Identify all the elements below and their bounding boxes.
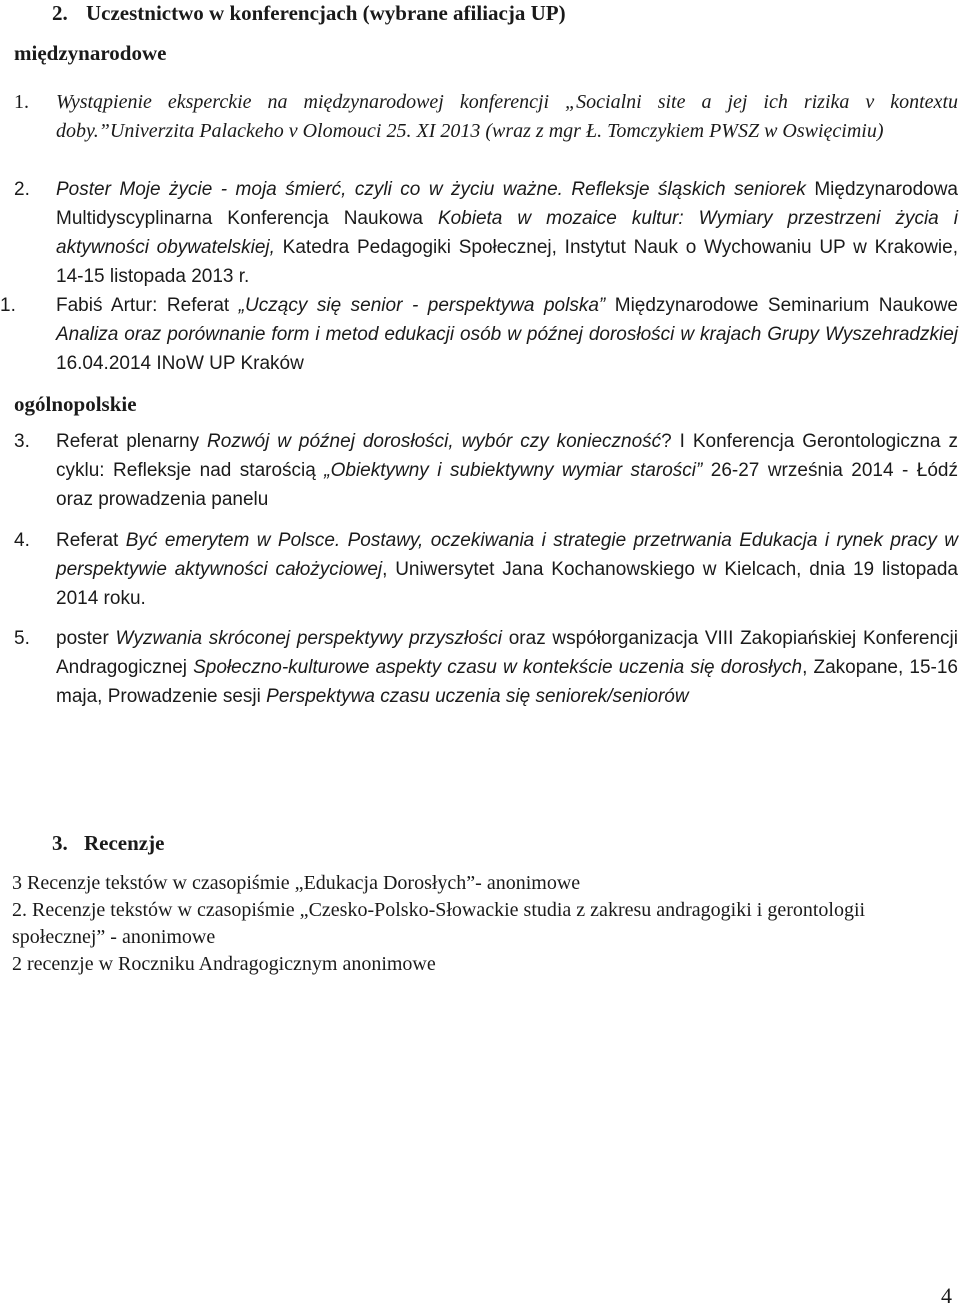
- paper-title: Być emerytem w Polsce. Postawy, oczekiwania i strategie przetrwania Edukacja i rynek pracy w perspektywie aktywności całożyciowej: [56, 530, 958, 580]
- conference-subtitle: Kobieta w mozaice kultur: Wymiary przestrzeni życia i aktywności obywatelskiej,: [56, 208, 958, 258]
- section-title: Recenzje: [84, 831, 165, 855]
- conference-name: Międzynarodowa Multidyscyplinarna Konferencja Naukowa: [56, 179, 958, 229]
- subheading-national: ogólnopolskie: [14, 392, 137, 416]
- review-line: 2. Recenzje tekstów w czasopiśmie „Czesko-Polsko-Słowackie studia z zakresu andragogiki i gerontologii społecznej” - anonimowe: [12, 899, 866, 948]
- text-plain: 16.04.2014 INoW UP Kraków: [56, 353, 304, 374]
- text-plain: 26-27 września 2014 - Łódź oraz prowadzenia panelu: [56, 460, 958, 510]
- text-plain: ? I Konferencja Gerontologiczna z cyklu: Refleksje nad starością: [56, 431, 958, 481]
- text-plain: oraz współorganizacja VIII Zakopiańskiej Konferencji Andragogicznej: [56, 628, 958, 678]
- text-plain: Fabiś Artur: Referat: [56, 295, 239, 316]
- section-title: Uczestnictwo w konferencjach (wybrane afiliacja UP): [86, 1, 566, 25]
- poster-title: Wyzwania skróconej perspektywy przyszłości: [115, 628, 503, 649]
- text-plain: Międzynarodowe Seminarium Naukowe: [605, 295, 958, 316]
- review-line: 3 Recenzje tekstów w czasopiśmie „Edukacja Dorosłych”- anonimowe: [12, 872, 581, 894]
- list-item-number: 2.: [14, 179, 30, 200]
- poster-title: Poster Moje życie - moja śmierć, czyli co w życiu ważne. Refleksje śląskich seniorek: [56, 179, 806, 200]
- list-item-number: 5.: [14, 628, 30, 649]
- text-plain: Referat: [56, 530, 126, 551]
- list-item-number: 1.: [14, 91, 29, 113]
- list-item: [0, 291, 958, 378]
- review-line: 2 recenzje w Roczniku Andragogicznym anonimowe: [12, 953, 436, 975]
- list-item: [14, 526, 958, 613]
- text-plain: , Zakopane, 15-16 maja, Prowadzenie sesji: [56, 657, 958, 707]
- paper-title: Rozwój w późnej dorosłości, wybór czy konieczność: [207, 431, 662, 452]
- list-item: [14, 175, 958, 291]
- text-plain: , Uniwersytet Jana Kochanowskiego w Kielcach, dnia 19 listopada 2014 roku.: [56, 559, 958, 609]
- list-item: [14, 624, 958, 711]
- page-number: 4: [941, 1283, 952, 1308]
- text-plain: poster: [56, 628, 116, 649]
- section-number: 3.: [52, 831, 68, 855]
- paper-title: „Uczący się senior - perspektywa polska”: [238, 295, 606, 316]
- seminar-title: Analiza oraz porównanie form i metod edukacji osób w późnej dorosłości w krajach Grupy Wyszehradzkiej: [56, 324, 958, 345]
- section-heading: [52, 830, 164, 856]
- session-title: Perspektywa czasu uczenia się seniorek/seniorów: [266, 686, 689, 707]
- conference-subtitle: Społeczno-kulturowe aspekty czasu w kontekście uczenia się dorosłych: [193, 657, 803, 678]
- list-item: [14, 427, 958, 514]
- text-plain: Referat plenarny: [56, 431, 208, 452]
- conference-details: Katedra Pedagogiki Społecznej, Instytut Nauk o Wychowaniu UP w Krakowie, 14-15 listopada 2013 r.: [56, 237, 958, 287]
- list-item: [14, 88, 958, 146]
- conference-subtitle: „Obiektywny i subiektywny wymiar starości”: [324, 460, 703, 481]
- list-item-number: 1.: [0, 295, 16, 316]
- section-number: 2.: [52, 1, 68, 25]
- list-item-text: Wystąpienie eksperckie na międzynarodowej konferencji „Socialni site a jej ich rizika v kontextu doby.”Univerzita Palackeho v Olomouci 25. XI 2013 (wraz z mgr Ł. Tomczykiem PWSZ w Oswięcimiu): [56, 91, 958, 142]
- list-item-number: 3.: [14, 431, 30, 452]
- section-heading: [52, 0, 566, 26]
- list-item-number: 4.: [14, 530, 30, 551]
- subheading-international: międzynarodowe: [14, 41, 167, 65]
